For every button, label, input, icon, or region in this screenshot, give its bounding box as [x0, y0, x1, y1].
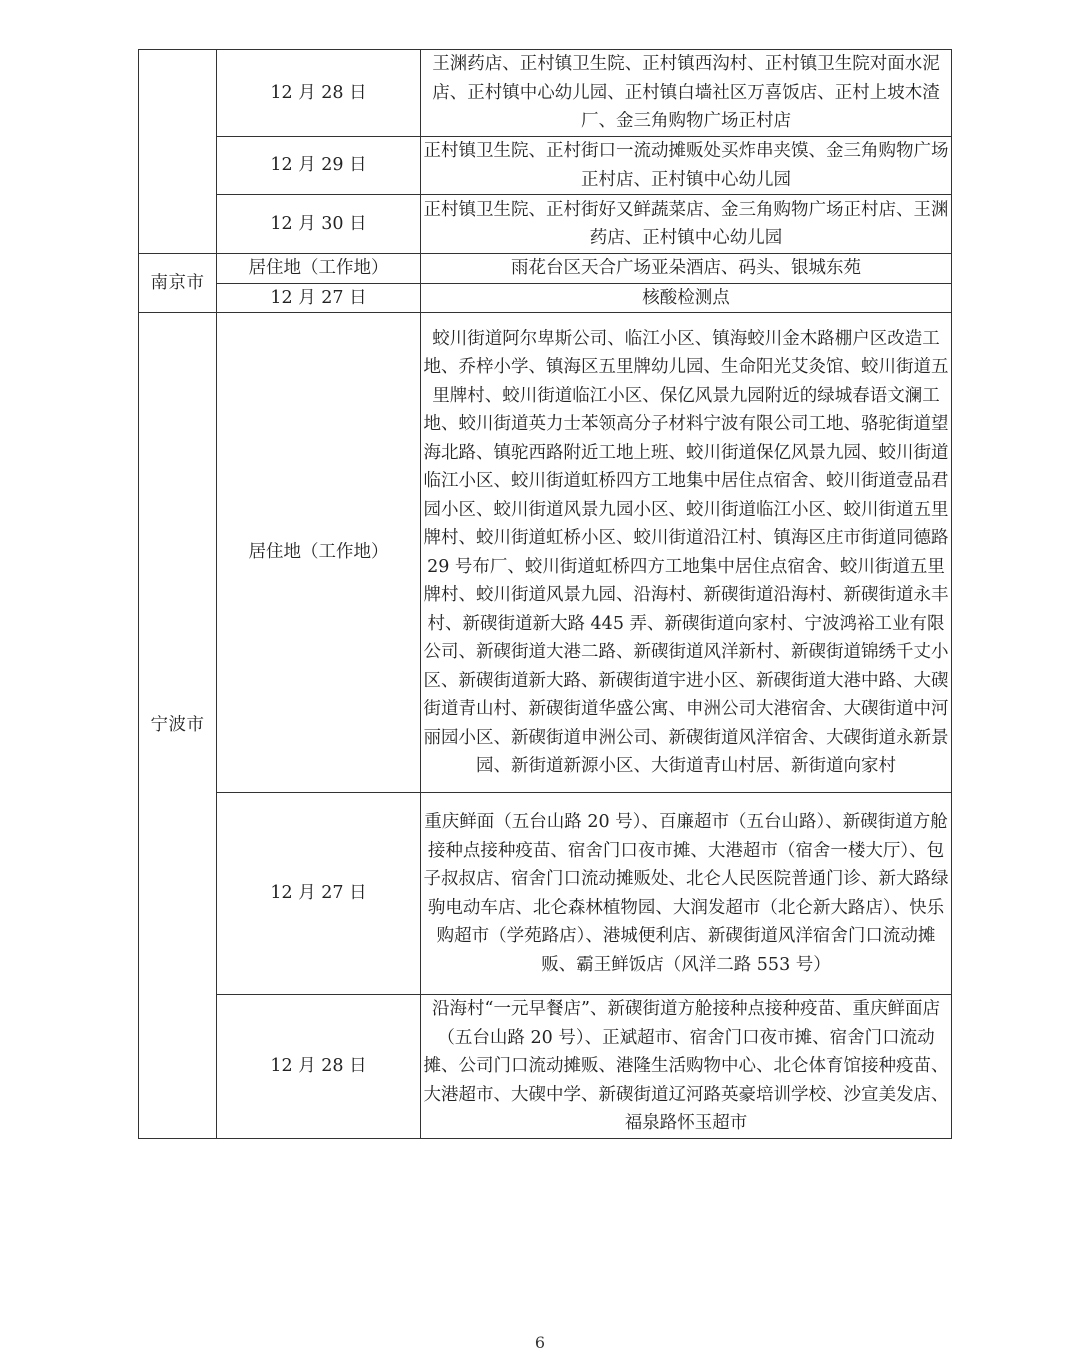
places-cell: 蛟川街道阿尔卑斯公司、临江小区、镇海蛟川金木路棚户区改造工地、乔梓小学、镇海区五里牌幼儿园、生命阳光艾灸馆、蛟川街道五里牌村、蛟川街道临江小区、保亿风景九园附近的绿城春语文澜工地、蛟川街道英力士苯领高分子材料宁波有限公司工地、骆驼街道望海北路、镇驼西路附近工地上班、蛟川街道保亿风景九园、蛟川街道临江小区、蛟川街道虹桥四方工地集中居住点宿舍、蛟川街道壹品君园小区、蛟川街道风景九园小区、蛟川街道临江小区、蛟川街道五里牌村、蛟川街道虹桥小区、蛟川街道沿江村、镇海区庄市街道同德路 29 号布厂、蛟川街道虹桥四方工地集中居住点宿舍、蛟川街道五里牌村、蛟川街道风景九园、沿海村、新碶街道沿海村、新碶街道永丰村、新碶街道新大路 445 弄、新碶街道向家村、宁波鸿裕工业有限公司、新碶街道大港二路、新碶街道风洋新村、新碶街道锦绣千丈小区、新碶街道新大路、新碶街道宇进小区、新碶街道大港中路、大碶街道青山村、新碶街道华盛公寓、申洲公司大港宿舍、大碶街道中河丽园小区、新碶街道申洲公司、新碶街道风洋宿舍、大碶街道永新景园、新街道新源小区、大街道青山村居、新街道向家村 — [421, 313, 952, 793]
date-cell: 12 月 29 日 — [217, 137, 421, 195]
places-cell: 正村镇卫生院、正村街口一流动摊贩处买炸串夹馍、金三角购物广场正村店、正村镇中心幼儿园 — [421, 137, 952, 195]
table-row — [139, 195, 952, 254]
table-row — [139, 313, 952, 793]
date-cell: 12 月 28 日 — [217, 50, 421, 137]
residence-label-cell: 居住地（工作地） — [217, 313, 421, 793]
table-row — [139, 50, 952, 137]
date-cell: 12 月 30 日 — [217, 195, 421, 254]
residence-label-cell: 居住地（工作地） — [217, 254, 421, 284]
table-row — [139, 995, 952, 1139]
places-cell: 正村镇卫生院、正村街好又鲜蔬菜店、金三角购物广场正村店、王渊药店、正村镇中心幼儿园 — [421, 195, 952, 254]
date-cell: 12 月 27 日 — [217, 793, 421, 995]
locations-table — [138, 49, 952, 1139]
city-cell-nanjing: 南京市 — [139, 254, 217, 313]
date-cell: 12 月 27 日 — [217, 283, 421, 313]
places-cell: 雨花台区天合广场亚朵酒店、码头、银城东苑 — [421, 254, 952, 284]
places-cell: 王渊药店、正村镇卫生院、正村镇西沟村、正村镇卫生院对面水泥店、正村镇中心幼儿园、正村镇白墙社区万喜饭店、正村上坡木渣厂、金三角购物广场正村店 — [421, 50, 952, 137]
table-row — [139, 254, 952, 284]
table-row — [139, 283, 952, 313]
page-number: 6 — [534, 1333, 546, 1352]
places-cell: 沿海村“一元早餐店”、新碶街道方舱接种点接种疫苗、重庆鲜面店（五台山路 20 号）、正斌超市、宿舍门口夜市摊、宿舍门口流动摊、公司门口流动摊贩、港隆生活购物中心、北仑体育馆接种疫苗、大港超市、大碶中学、新碶街道辽河路英豪培训学校、沙宣美发店、福泉路怀玉超市 — [421, 995, 952, 1139]
date-cell: 12 月 28 日 — [217, 995, 421, 1139]
table-row — [139, 137, 952, 195]
city-cell-ningbo: 宁波市 — [139, 313, 217, 1139]
places-cell: 核酸检测点 — [421, 283, 952, 313]
city-cell-continued — [139, 50, 217, 254]
places-cell: 重庆鲜面（五台山路 20 号）、百廉超市（五台山路）、新碶街道方舱接种点接种疫苗、宿舍门口夜市摊、大港超市（宿舍一楼大厅）、包子叔叔店、宿舍门口流动摊贩处、北仑人民医院普通门诊、新大路绿驹电动车店、北仑森林植物园、大润发超市（北仑新大路店）、快乐购超市（学苑路店）、港城便利店、新碶街道风洋宿舍门口流动摊贩、霸王鲜饭店（风洋二路 553 号） — [421, 793, 952, 995]
table-row — [139, 793, 952, 995]
